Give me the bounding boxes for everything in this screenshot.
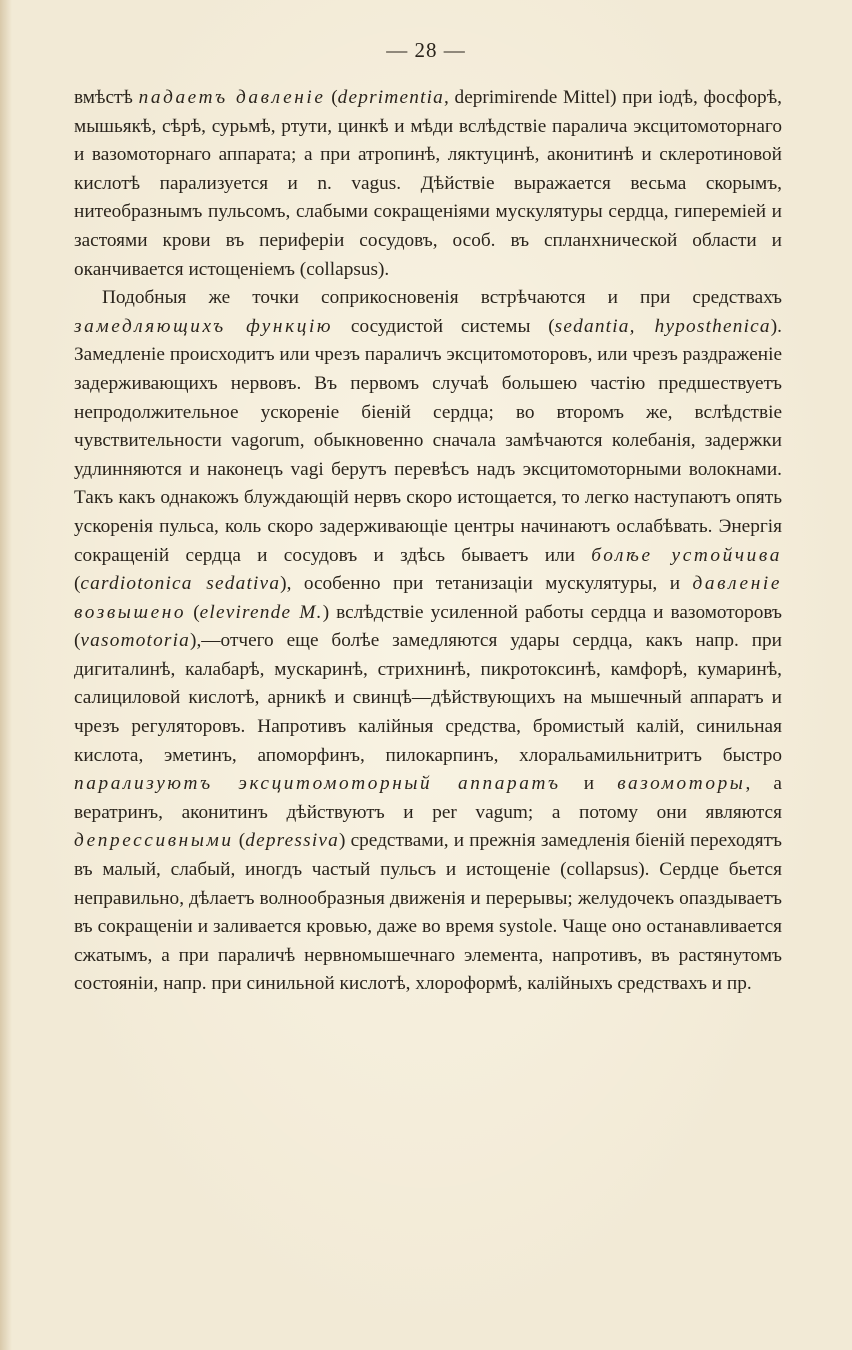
- spaced-emphasis-text: депрессивными: [74, 830, 234, 852]
- text-run: (: [325, 87, 338, 108]
- text-run: ), особенно при тетанизаціи мускулятуры, и: [280, 573, 693, 595]
- text-run: ) вслѣдствіе усиленной работы сердца и вазомоторовъ (: [74, 601, 782, 652]
- text-run: ),—отчего еще болѣе замедляются удары сердца, какъ напр. при дигиталинѣ, калабарѣ, мускаринѣ, стрихнинѣ, пикротоксинѣ, камфорѣ, кумаринѣ, салициловой кислотѣ, арникѣ и свинцѣ—дѣйствующихъ на мышечный аппаратъ и чрезъ регуляторовъ. Напротивъ калійныя средства, бромистый калій, синильная кислота, эметинъ, апоморфинъ, пилокарпинъ, хлоральамильнитритъ быстро: [74, 630, 782, 766]
- paragraph-2: [74, 284, 782, 999]
- text-run: , deprimirende Mittel) при іодѣ, фосфорѣ, мышьякѣ, сѣрѣ, сурьмѣ, ртути, цинкѣ и мѣди вслѣдствіе паралича эксцитомоторнаго и вазомоторнаго аппарата; а при атропинѣ, ляктуцинѣ, аконитинѣ и склеротиновой кислотѣ парализуется и n. vagus. Дѣйствіе выражается весьма скорымъ, нитеобразнымъ пульсомъ, слабыми сокращеніями мускулятуры сердца, гипереміей и застоями крови въ периферіи сосудовъ, особ. въ спланхнической области и оканчивается истощеніемъ (collapsus).: [74, 87, 782, 280]
- spaced-emphasis-text: вазомоторы: [617, 773, 746, 795]
- text-run: Подобныя же точки соприкосновенія встрѣчаются и при средствахъ: [102, 287, 782, 309]
- paragraph-1: [74, 84, 782, 284]
- latin-term-text: deprimentia: [337, 87, 445, 108]
- body-text: [74, 84, 782, 999]
- text-run: и: [560, 773, 618, 795]
- spaced-emphasis-text: парализуютъ эксцитомоторный аппаратъ: [74, 773, 561, 795]
- text-run: ). Замедленіе происходитъ или чрезъ параличъ эксцитомоторовъ, или чрезъ раздраженіе задерживающихъ нервовъ. Въ первомъ случаѣ большею частію предшествуетъ непродолжительное ускореніе біеній сердца; во второмъ же, вслѣдствіе чувствительности vagorum, обыкновенно сначала замѣчаются колебанія, задержки удлинняются и наконецъ vagi берутъ перевѣсъ надъ эксцитомоторными волокнами. Такъ какъ однакожъ блуждающій нервъ скоро истощается, то легко наступаютъ опять ускоренія пульса, коль скоро задерживающіе центры начинаютъ ослабѣвать. Энергія сокращеній сердца и сосудовъ и здѣсь бываетъ или: [74, 315, 782, 566]
- latin-term-text: sedantia, hyposthenica: [554, 315, 771, 337]
- text-run: сосудистой системы (: [333, 315, 555, 337]
- spaced-emphasis-text: болѣе устойчива: [591, 544, 782, 566]
- text-run: ) средствами, и прежнія замедленія біеній переходятъ въ малый, слабый, иногдъ частый пульсъ и истощеніе (collapsus). Сердце бьется неправильно, дѣлаетъ волнообразныя движенія и перерывы; желудочекъ опаздываетъ въ сокращеніи и заливается кровью, даже во время systole. Чаще оно останавливается сжатымъ, а при параличѣ нервномышечнаго элемента, напротивъ, въ растянутомъ состояніи, напр. при синильной кислотѣ, хлороформѣ, калійныхъ средствахъ и пр.: [74, 830, 782, 995]
- text-run: (: [186, 601, 200, 623]
- spaced-emphasis-text: давленіе возвышено: [74, 573, 782, 623]
- text-run: , а вератринъ, аконитинъ дѣйствуютъ и per vagum; а потому они являются: [74, 773, 782, 823]
- spaced-emphasis-text: замедляющихъ функцію: [74, 315, 334, 337]
- page-number: — 28 —: [386, 38, 466, 62]
- latin-term-text: cardiotonica sedativa: [80, 573, 281, 595]
- text-run: вмѣстѣ: [74, 87, 139, 108]
- text-run: (: [74, 573, 81, 595]
- spaced-emphasis-text: падаетъ давленіе: [138, 87, 326, 108]
- text-run: (: [233, 830, 246, 852]
- latin-term-text: depressiva: [245, 830, 339, 852]
- latin-term-text: elevirende M.: [199, 601, 323, 623]
- latin-term-text: vasomotoria: [80, 630, 191, 652]
